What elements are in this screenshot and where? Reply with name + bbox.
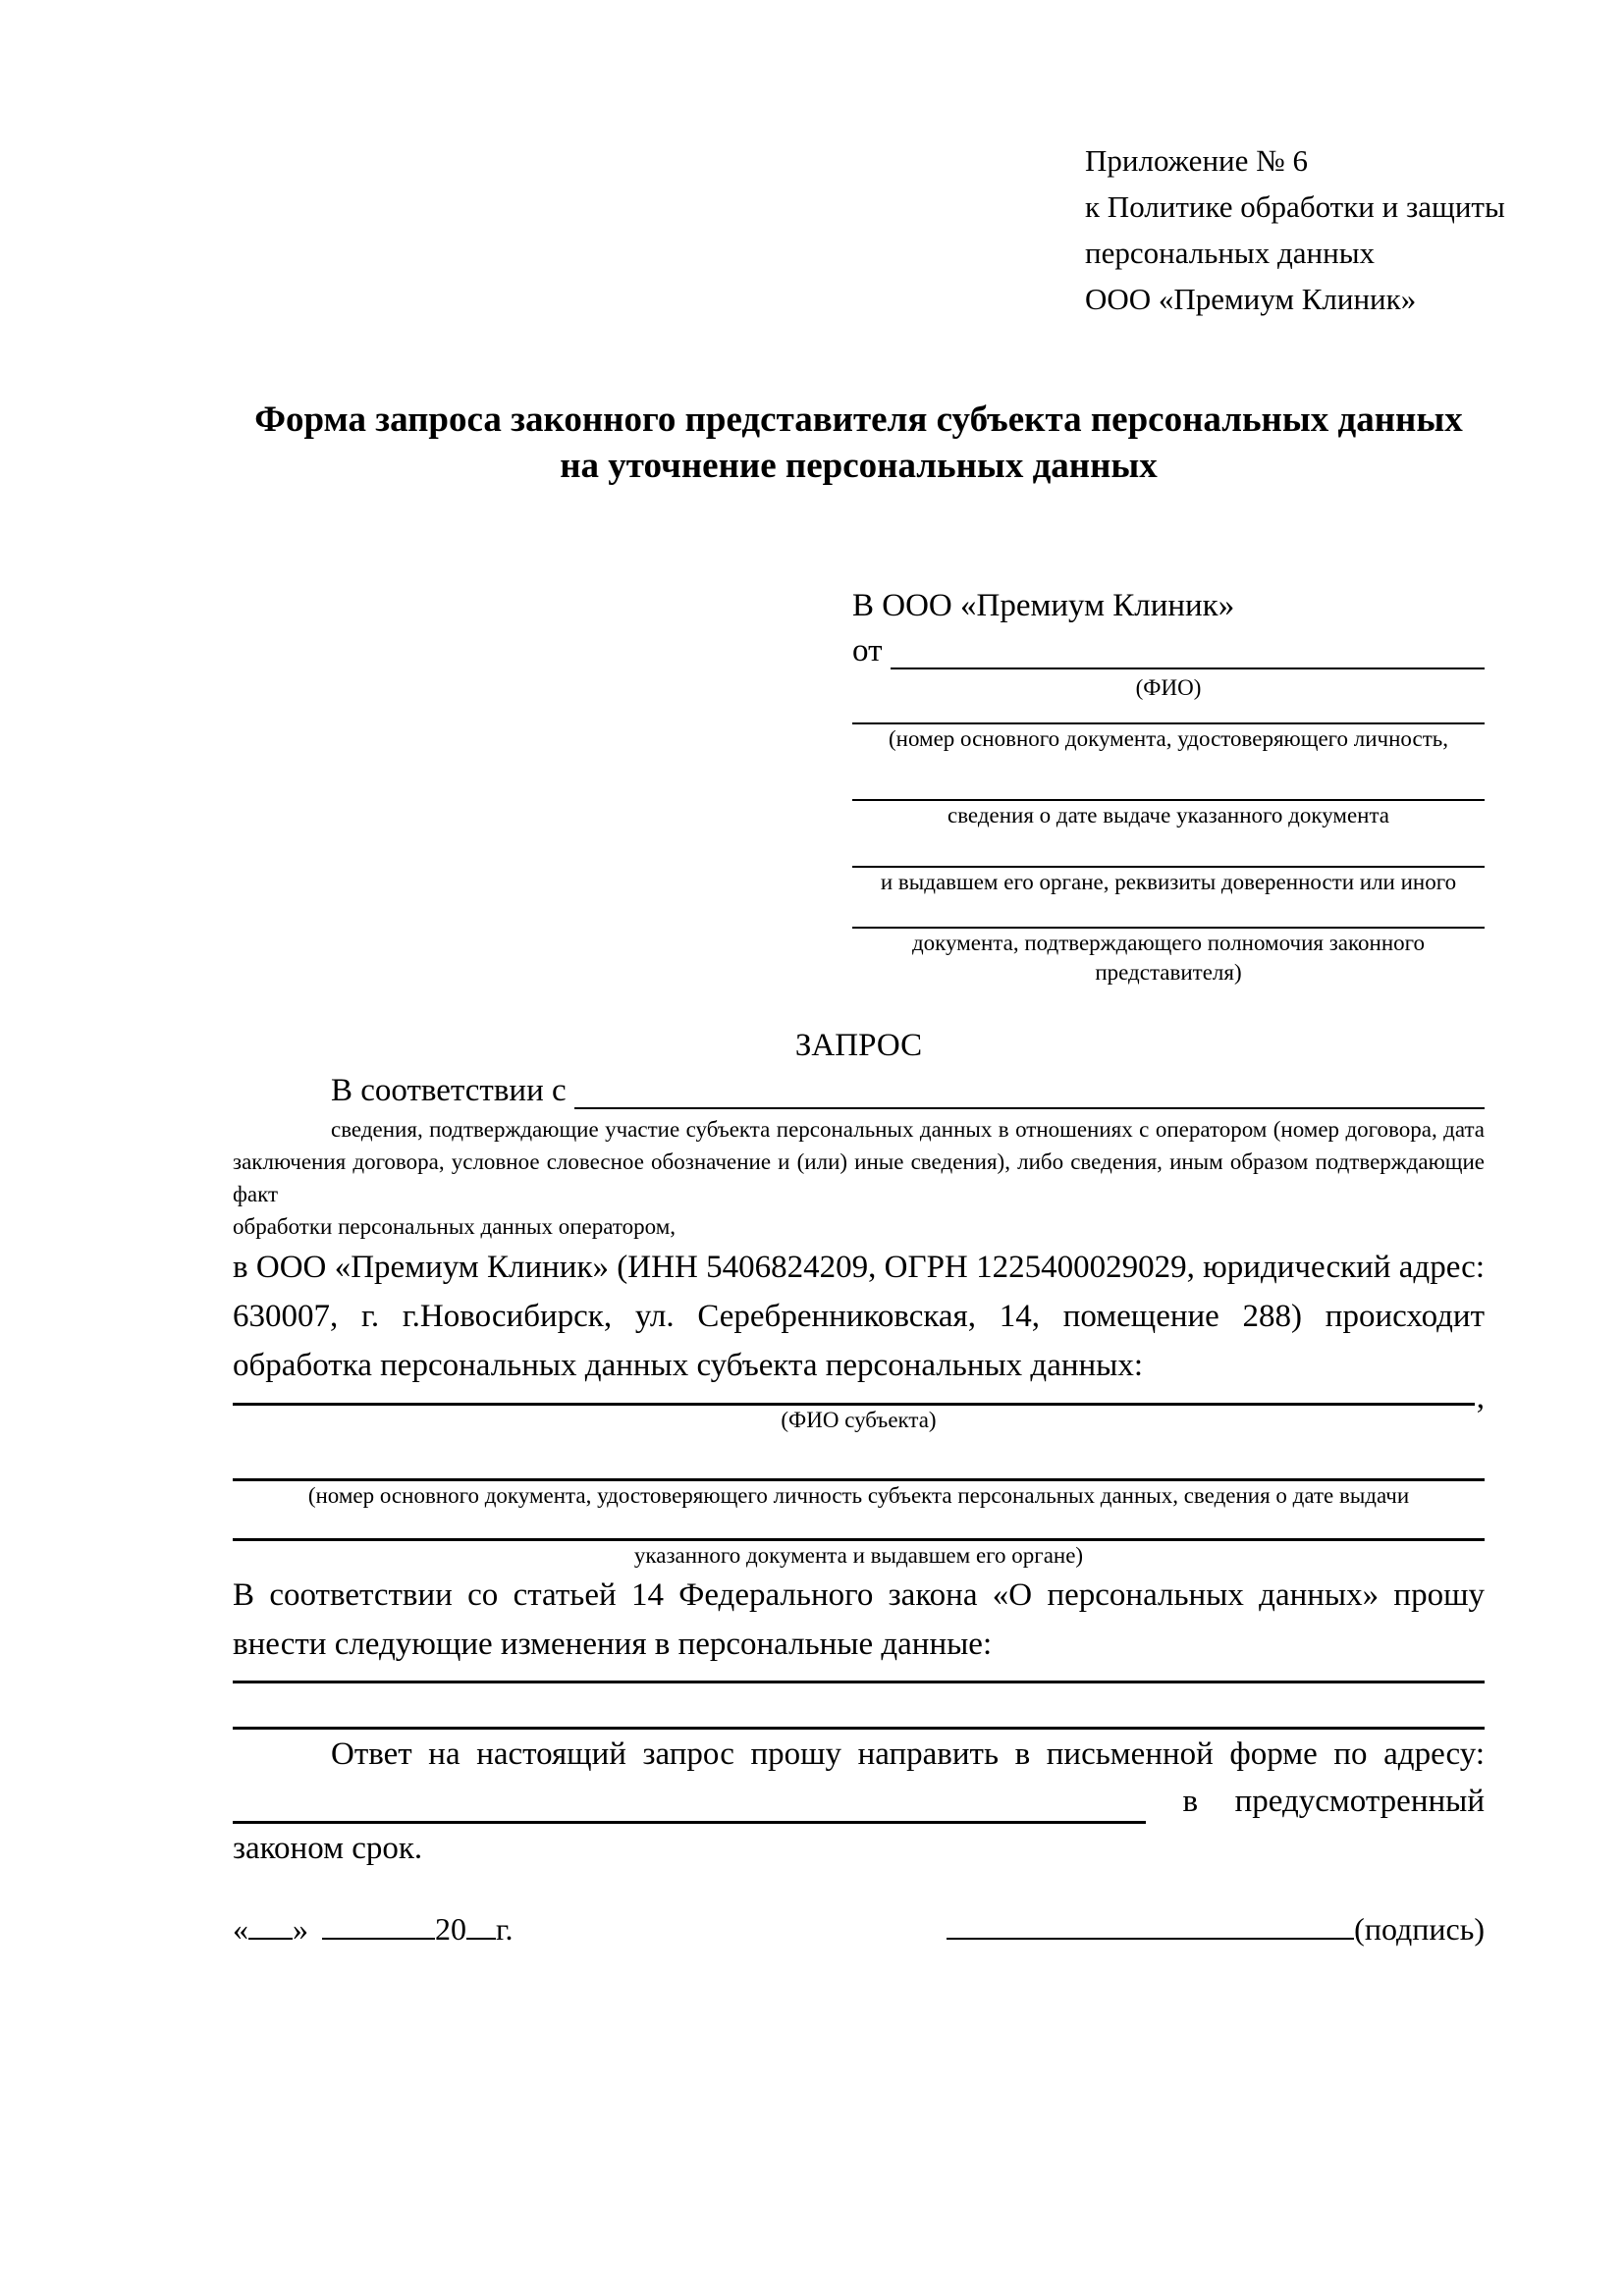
- response-word: в: [1182, 1784, 1199, 1819]
- response-word: предусмотренный: [1234, 1784, 1485, 1819]
- addressee-block: [852, 583, 1485, 988]
- representative-doc-field-line: [852, 703, 1485, 724]
- open-quote: «: [233, 1911, 248, 1947]
- changes-field-line-1: [233, 1669, 1485, 1683]
- basis-caption: [233, 1113, 1485, 1243]
- subject-fio-caption: (ФИО субъекта): [781, 1408, 937, 1432]
- representative-doc-caption: (номер основного документа, удостоверяющего личность,: [888, 726, 1448, 751]
- appendix-line: Приложение № 6: [1085, 143, 1308, 178]
- address-field-line: [233, 1782, 1146, 1824]
- operator-paragraph-line: обработка персональных данных субъекта персональных данных:: [233, 1348, 1143, 1383]
- doc-authority-field-line: [852, 830, 1485, 868]
- basis-line: [233, 1068, 1485, 1113]
- doc-authority-caption: и выдавшем его органе, реквизиты доверенности или иного: [880, 870, 1457, 894]
- title-line: на уточнение персональных данных: [560, 446, 1158, 486]
- document-title: [233, 397, 1485, 489]
- subject-doc-authority-caption: указанного документа и выдавшем его органе): [633, 1543, 1084, 1568]
- address-field-row: [233, 1779, 1485, 1824]
- from-label: от: [852, 633, 883, 668]
- subject-doc-authority-field-line: [233, 1511, 1485, 1541]
- title-line: Форма запроса законного представителя субъекта персональных данных: [254, 400, 1463, 440]
- appendix-line: персональных данных: [1085, 236, 1376, 270]
- close-quote: »: [293, 1911, 308, 1947]
- response-paragraph: [233, 1730, 1485, 1873]
- basis-caption-line: сведения, подтверждающие участие субъекта персональных данных в отношениях с оператором (номер договора, дата: [331, 1117, 1485, 1142]
- trailing-comma: ,: [1476, 1380, 1485, 1415]
- paragraph-indent: [233, 1068, 331, 1113]
- operator-paragraph: [233, 1243, 1485, 1390]
- appendix-line: ООО «Премиум Клиник»: [1085, 282, 1417, 316]
- request-heading: ЗАПРОС: [794, 1028, 923, 1063]
- operator-paragraph-line: в ООО «Премиум Клиник» (ИНН 5406824209, ОГРН 1225400029029, юридический адрес:: [233, 1250, 1485, 1285]
- response-line: Ответ на настоящий запрос прошу направить в письменной форме по адресу:: [331, 1736, 1485, 1772]
- basis-field-line: [574, 1068, 1485, 1109]
- doc-issue-date-caption: сведения о дате выдаче указанного документа: [947, 803, 1390, 828]
- year-suffix: г.: [496, 1911, 514, 1947]
- footer: [233, 1906, 1485, 1951]
- authority-doc-field-line: [852, 897, 1485, 929]
- subject-doc-field-line: [233, 1435, 1485, 1481]
- operator-paragraph-line: 630007, г. г.Новосибирск, ул. Серебренниковская, 14, помещение 288) происходит: [233, 1299, 1485, 1334]
- authority-doc-caption: документа, подтверждающего полномочия законного представителя): [911, 931, 1425, 985]
- fio-field-line: [891, 628, 1486, 669]
- appendix-note: [1085, 137, 1505, 322]
- signature-line: [947, 1906, 1485, 1951]
- basis-caption-line: обработки персональных данных оператором,: [233, 1214, 676, 1239]
- signature-field-line: [947, 1932, 1354, 1940]
- subject-fio-field-line: [233, 1380, 1485, 1415]
- appendix-line: к Политике обработки и защиты: [1085, 189, 1505, 224]
- law-paragraph-line: внести следующие изменения в персональные данные:: [233, 1627, 993, 1662]
- changes-field-line-2: [233, 1683, 1485, 1730]
- basis-prefix: В соответствии с: [331, 1073, 567, 1108]
- doc-issue-date-field-line: [852, 754, 1485, 801]
- fio-caption: (ФИО): [1135, 675, 1202, 700]
- subject-doc-caption: (номер основного документа, удостоверяющего личность субъекта персональных данных, сведения о дате выдачи: [307, 1483, 1410, 1508]
- year-prefix: 20: [435, 1911, 466, 1947]
- law-paragraph-line: В соответствии со статьей 14 Федерального закона «О персональных данных» прошу: [233, 1577, 1485, 1613]
- addressee-to: В ООО «Премиум Клиник»: [852, 588, 1235, 623]
- year-field-line: [466, 1932, 496, 1940]
- response-line: законом срок.: [233, 1831, 423, 1866]
- law-paragraph: [233, 1571, 1485, 1669]
- date-line: [233, 1906, 514, 1951]
- month-field-line: [322, 1932, 435, 1940]
- subject-fio-underline: [233, 1387, 1475, 1406]
- signature-caption: (подпись): [1354, 1911, 1485, 1947]
- day-field-line: [248, 1932, 293, 1940]
- basis-caption-line: заключения договора, условное словесное обозначение и (или) иные сведения), либо сведения, иным образом подтверждающие факт: [233, 1149, 1485, 1206]
- from-line: [852, 628, 1485, 673]
